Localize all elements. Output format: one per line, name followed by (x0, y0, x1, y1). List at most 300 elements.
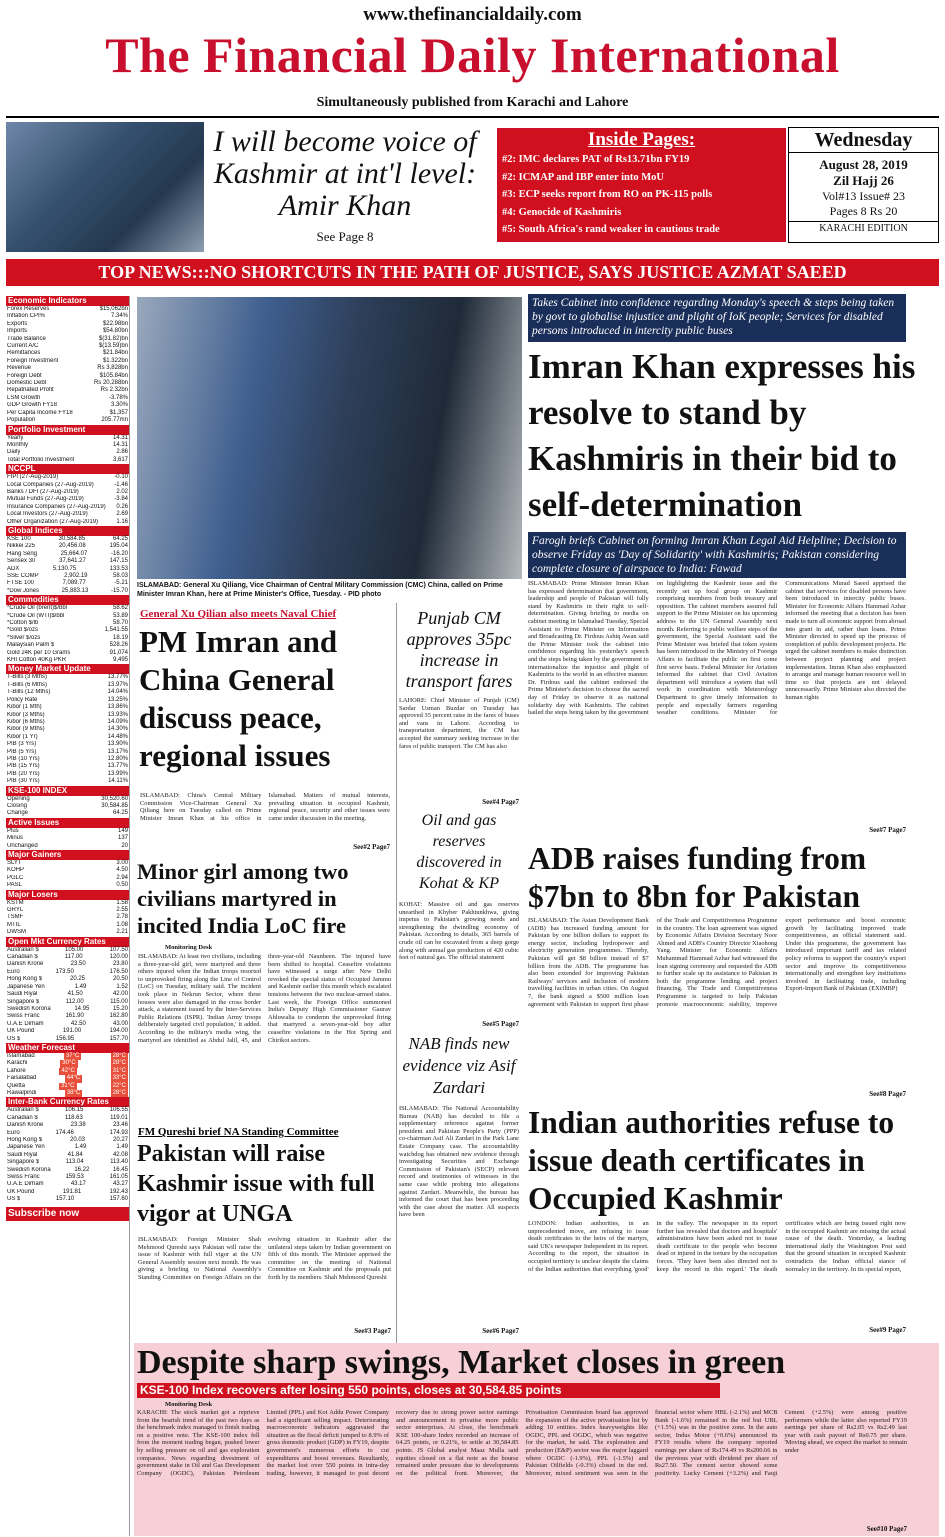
sidebar-row-value: 106.55 (109, 1107, 128, 1114)
sidebar-row-label: *Cotton $/lb (7, 620, 39, 627)
sidebar-row-label: Local Investors (27-Aug-2019) (7, 511, 88, 518)
sidebar-row (6, 306, 129, 313)
sidebar-row (6, 605, 129, 612)
sidebar-row-label: Plus (7, 827, 19, 834)
oil-headline[interactable]: Oil and gas reserves discovered in Kohat & KP (416, 812, 502, 892)
sidebar-row (6, 657, 129, 664)
sidebar-row-label: Hang Seng (7, 550, 38, 557)
sidebar-row-value: 64.25 (112, 810, 128, 817)
sidebar-row-value: 42.08 (112, 1151, 128, 1158)
sidebar-row (6, 1028, 129, 1035)
sidebar-row-label: Remittances (7, 350, 41, 357)
market-subhead: KSE-100 Index recovers after losing 550 points, closes at 30,584.85 points (137, 1383, 720, 1398)
nab-body: ISLAMABAD: The National Accountability Bureau (NAB) has decided to file a supplementary reference against former president and Pakistan People's Party (PPP) co-chairman Asif Ali Zardari in the Park Lane Estate Company case. The accountability watchdog has obtained new evidence through investigating Securities and Exchange Commission of Pakistan's (SECP) relevant record and testimonies of witnesses in the same case while probing into allegations against Zardari. Meanwhile, the bureau has informed the court that has been proceeding with the case about the matter. All suspects have been (399, 1105, 519, 1219)
sidebar-section-title: Weather Forecast (6, 1043, 129, 1053)
sidebar-row-label: UK Pound (7, 1188, 35, 1195)
top-quote-headline[interactable]: I will become voice of Kashmir at int'l level: Amir Khan (213, 125, 477, 222)
sidebar-row-label: Foreign Investment (7, 357, 59, 364)
sidebar-row-value: 25,883.13 (61, 587, 89, 594)
sidebar-row-value: 176.50 (109, 968, 128, 975)
sidebar-row (6, 635, 129, 642)
sidebar-section-money (6, 664, 129, 785)
sidebar-row-value: 42.50 (70, 1020, 86, 1027)
sidebar-row-value: 43.00 (112, 1020, 128, 1027)
inside-pages-number: #2: (502, 154, 519, 165)
sidebar-row-value: 12.80% (107, 755, 128, 762)
adb-headline[interactable]: ADB raises funding from $7bn to 8bn for Pakistan (528, 841, 867, 914)
sidebar-row-value: $54.80bn (102, 328, 128, 335)
sidebar-row-label: Kibor (6 Mths) (7, 718, 45, 725)
sidebar-row-value: 1,541.55 (104, 627, 128, 634)
sidebar-row (6, 719, 129, 726)
sidebar-section-gainers (6, 850, 129, 890)
issue-hijri: Zil Hajj 26 (833, 173, 894, 188)
sidebar-row-value: 14.95 (74, 1005, 90, 1012)
sidebar-row-value: 147.15 (109, 558, 128, 565)
sidebar-row (6, 358, 129, 365)
sidebar-row-label: SSE COMP (7, 573, 39, 579)
sidebar-row-value: 107.50 (109, 946, 128, 953)
sidebar-row-value: 115.00 (110, 998, 128, 1005)
sidebar-row (6, 1122, 129, 1129)
sidebar-row-value: 4.50 (116, 867, 128, 874)
sidebar-row-label: Singapore $ (7, 998, 40, 1005)
sidebar-row (6, 969, 129, 976)
sidebar-row (6, 402, 129, 409)
sidebar-row-value: 2.55 (116, 907, 128, 914)
sidebar-row-value: 0.26 (116, 503, 128, 510)
sidebar-row (6, 343, 129, 350)
sidebar-row-value: 159.53 (65, 1174, 84, 1181)
sidebar-row (6, 313, 129, 320)
sidebar-row (6, 613, 129, 620)
sidebar-row-value: 91,074 (109, 649, 128, 656)
sidebar-row-label: Danish Krone (7, 1122, 44, 1129)
sidebar-row-label: SLYT (7, 860, 22, 866)
sidebar-row-label: Swedish Korona (7, 1005, 51, 1012)
sidebar-row-value: 14.04% (107, 689, 128, 696)
subscribe-button[interactable]: Subscribe now (6, 1207, 129, 1221)
inside-pages-text: IMC declares PAT of Rs13.71bn FY19 (518, 154, 690, 165)
sidebar-row-label: Imports (7, 328, 28, 335)
sidebar-row-label: Per Capita Income FY18 (7, 409, 73, 416)
sidebar-row-label: Rawalpindi (7, 1089, 37, 1096)
sidebar-section-portfolio (6, 425, 129, 465)
sidebar-row-value: 162.80 (109, 1013, 128, 1020)
sidebar-row-value: 23.46 (112, 1122, 128, 1129)
sidebar-row (6, 321, 129, 328)
sidebar-row-label: Danish Krone (7, 961, 44, 968)
sidebar-row (6, 489, 129, 496)
adb-see[interactable]: See#8 Page7 (869, 1090, 906, 1098)
sidebar-row (6, 835, 129, 842)
sidebar-row-label: KOHP (7, 867, 25, 874)
sidebar-row-label: Forex Reserves (7, 306, 50, 312)
unga-kicker: FM Qureshi brief NA Standing Committee (138, 1126, 339, 1138)
market-sidebar (6, 296, 130, 1536)
sidebar-row (6, 435, 129, 442)
sidebar-row-label: T-Bills (3 Mths) (7, 674, 48, 681)
sidebar-row-value: 1.16 (116, 518, 128, 525)
sidebar-row-label: Closing (7, 802, 28, 809)
inside-pages-text: South Africa's rand weaker in cautious trade (518, 224, 720, 236)
oil-see[interactable]: See#5 Page7 (482, 1020, 519, 1028)
sidebar-row (6, 519, 129, 526)
sidebar-row-value: 43.27 (112, 1181, 128, 1188)
sidebar-row (6, 442, 129, 449)
sidebar-row-label: PIB (15 Yrs) (7, 763, 40, 770)
sidebar-row-value: 174.93 (109, 1129, 128, 1136)
sidebar-row (6, 907, 129, 914)
sidebar-row (6, 558, 129, 565)
sidebar-row (6, 387, 129, 394)
sidebar-row-value: -3.84 (114, 496, 128, 503)
inside-pages-box (497, 128, 786, 242)
sidebar-row-value: -15.70 (110, 587, 128, 594)
sidebar-row-label: U.A.E Dirham (7, 1181, 44, 1188)
sidebar-row (6, 496, 129, 503)
sidebar-row (6, 449, 129, 456)
sidebar-row-value: 20.50 (112, 976, 128, 983)
sidebar-row (6, 336, 129, 343)
amir-khan-photo (6, 122, 204, 252)
issue-vol: Vol#13 Issue# 23 (821, 189, 906, 203)
sidebar-row (6, 642, 129, 649)
sidebar-row-value: 192.43 (109, 1188, 128, 1195)
china-see[interactable]: See#2 Page7 (353, 843, 390, 851)
sidebar-row-label: Euro (7, 968, 20, 975)
sidebar-row (6, 674, 129, 681)
sidebar-row-label: PIB (3 Yrs) (7, 741, 37, 748)
sidebar-row (6, 882, 129, 889)
sidebar-row-value: 157.60 (109, 1196, 128, 1203)
sidebar-row-label: Insurance Companies (27-Aug-2019) (7, 503, 106, 510)
sidebar-row-value: 3.30% (110, 402, 128, 409)
sidebar-row-label: *Silver $/ozs (7, 634, 41, 641)
sidebar-row-label: FIPI (27-Aug-2019) (7, 474, 59, 481)
sidebar-row-label: US $ (7, 1035, 21, 1042)
sidebar-row-value: 53.89 (112, 612, 128, 619)
sidebar-row (6, 689, 129, 696)
sidebar-row-label: Change (7, 810, 29, 817)
loc-headline[interactable]: Minor girl among two civilians martyred in incited India LoC fire (137, 859, 349, 938)
issue-edition: KARACHI EDITION (819, 223, 908, 234)
sidebar-row-label: Current A/C (7, 343, 39, 350)
sidebar-row (6, 900, 129, 907)
sidebar-row-label: Saudi Riyal (7, 1151, 38, 1158)
sidebar-row (6, 712, 129, 719)
sidebar-section-title: Money Market Update (6, 664, 129, 674)
sidebar-row (6, 954, 129, 961)
sidebar-row (6, 1053, 129, 1060)
lead-see[interactable]: See#7 Page7 (869, 826, 906, 834)
inside-pages-item[interactable] (498, 169, 785, 187)
sidebar-row-value: $(31.82)bn (98, 335, 128, 342)
sidebar-row-label: Hong Kong $ (7, 976, 43, 983)
sidebar-row-value: 2.86 (116, 449, 128, 456)
loc-byline: Monitoring Desk (165, 944, 213, 951)
sidebar-row-value: Rs 3,828bn (97, 365, 128, 372)
sidebar-row-value: 161.90 (65, 1013, 84, 1020)
top-news-banner[interactable]: TOP NEWS:::NO SHORTCUTS IN THE PATH OF JUSTICE, SAYS JUSTICE AZMAT SAEED (6, 259, 939, 286)
sidebar-row (6, 778, 129, 785)
inside-pages-number: #4: (502, 206, 519, 218)
sidebar-row-label: Domestic Debt (7, 380, 47, 387)
sidebar-section-title: Major Gainers (6, 850, 129, 860)
sidebar-row-value: 2,902.19 (64, 573, 88, 579)
sidebar-row-label: Lahore (7, 1067, 26, 1074)
sidebar-row-value: 1.49 (74, 983, 87, 990)
sidebar-row-value: $(13.59)bn (98, 343, 128, 350)
sidebar-row-value: 58.62 (112, 605, 128, 612)
sidebar-section-title: Global Indices (6, 526, 129, 536)
sidebar-row-value: 41.50 (67, 991, 83, 998)
sidebar-row-label: *Dow Jones (7, 587, 40, 594)
lead-headline[interactable]: Imran Khan expresses his resolve to stand by Kashmiris in their bid to self-determination (528, 347, 916, 524)
sidebar-row (6, 474, 129, 481)
market-headline[interactable]: Despite sharp swings, Market closes in green (137, 1344, 786, 1381)
sidebar-row-value: 13.99% (107, 770, 128, 777)
death-headline[interactable]: Indian authorities refuse to issue death certificates in Occupied Kashmir (528, 1105, 895, 1216)
sidebar-row-value: 157.70 (109, 1035, 128, 1042)
sidebar-row-value: 117.00 (64, 954, 83, 961)
inside-pages-item[interactable] (498, 221, 785, 239)
sidebar-row-label: Islamabad (7, 1052, 35, 1059)
sidebar-row-value: $1,357 (109, 409, 128, 416)
punjab-body: LAHORE: Chief Minister of Punjab (CM) Sardar Usman Buzdar on Tuesday has approved 35 percent raise in the fares of buses and vans in Lahore. According to transportation department, the CM has accepted the summary seeking increase in the fares of public transport. The CM has also (399, 697, 519, 750)
sidebar-row-label: Unchanged (7, 842, 38, 849)
unga-headline[interactable]: Pakistan will raise Kashmir issue with full vigor at UNGA (137, 1141, 375, 1227)
nab-see[interactable]: See#6 Page7 (482, 1327, 519, 1335)
sidebar-row (6, 365, 129, 372)
sidebar-section-title: Portfolio Investment (6, 425, 129, 435)
sidebar-row-label: KHI Cotton 40Kg PKR (7, 657, 67, 664)
sidebar-row-label: Malaysian Palm $ (7, 642, 55, 649)
sidebar-row (6, 763, 129, 770)
sidebar-row (6, 922, 129, 929)
sidebar-section-commodities (6, 595, 129, 664)
sidebar-row-label: Policy Rate (7, 696, 38, 703)
sidebar-row-value: 23.80 (112, 961, 128, 968)
sidebar-row (6, 756, 129, 763)
sidebar-row-label: Monthly (7, 441, 29, 448)
sidebar-row-value: 18.19 (112, 634, 128, 641)
sidebar-row (6, 410, 129, 417)
sidebar-row-label: PIB (10 Yrs) (7, 755, 40, 762)
sidebar-row-value: 14.31 (112, 441, 128, 448)
main-photo (137, 297, 522, 579)
sidebar-row-label: Kibor (9 Mths) (7, 726, 45, 733)
sidebar-row-value: $21.84bn (102, 350, 128, 357)
sidebar-row-value: 37,641.27 (59, 558, 86, 565)
sidebar-row-label: KSE 100 (7, 535, 31, 542)
sidebar-row-value: -3.78% (108, 394, 128, 401)
sidebar-row-value: 20,456.08 (58, 543, 86, 550)
sidebar-row-label: Hong Kong $ (7, 1137, 43, 1143)
sidebar-row-value: 20.27 (112, 1137, 128, 1143)
sidebar-row (6, 580, 129, 587)
sidebar-row-value: 41.84 (67, 1151, 83, 1158)
sidebar-row (6, 860, 129, 867)
sidebar-row-value: 7,089.77 (62, 580, 86, 587)
sidebar-row (6, 947, 129, 954)
sidebar-row (6, 810, 129, 817)
sidebar-row-label: ADX (7, 565, 20, 572)
sidebar-section-open_rates (6, 937, 129, 1043)
sidebar-row-label: Minus (7, 835, 24, 842)
sidebar-row (6, 1006, 129, 1013)
sidebar-row-label: LSM Growth (7, 394, 41, 401)
nab-headline[interactable]: NAB finds new evidence viz Asif Zardari (402, 1034, 516, 1097)
sidebar-row (6, 627, 129, 634)
sidebar-row-value: 3.00 (116, 860, 128, 866)
sidebar-row-value: 16.22 (74, 1166, 90, 1173)
sidebar-row-label: Canadian $ (7, 954, 38, 961)
sidebar-row-value: 25,664.07 (60, 550, 88, 557)
sidebar-row-value: 7.34% (110, 313, 128, 320)
sidebar-row-value: 23.38 (70, 1122, 86, 1129)
sidebar-row-label: Euro (7, 1129, 20, 1136)
sidebar-row (6, 749, 129, 756)
sidebar-row (6, 843, 129, 850)
china-headline[interactable]: PM Imran and China General discuss peace, regional issues (139, 624, 338, 773)
sidebar-row (6, 482, 129, 489)
sidebar-row-label: Quetta (7, 1082, 26, 1089)
sidebar-row-value: 1.52 (116, 983, 128, 990)
sidebar-row (6, 682, 129, 689)
masthead-title: The Financial Daily International (105, 27, 840, 83)
sidebar-section-losers (6, 890, 129, 937)
loc-body: ISLAMABAD: At least two civilians, including a three-year-old girl, were martyred and three others injured when the Indian troops resorted to unprovoked firing along the Line of Control (LoC) on Tuesday, military said. The incident took place in Nekrun Sector, where three houses were also damaged in the cross border attack, a statement issued by the Inter-Services Public Relations (ISPR). 'Indian Army troops deliberately targeted civil population,' it added. According to the military's media wing, the martyred are identified as Abdul Jalil, 45, and three-year-old Naunbeen. The injured have been shifted to hospital. Ceasefire violations have witnessed a surge after New Delhi revoked the special status of Occupied Jammu and Kashmir earlier this month which escalated tensions between the two nuclear-armed states. Last week, the Foreign Office summoned India's Deputy High Commissioner Gaurav Ahluwalia to condemn the unprovoked firing that martyred a seven-year-old boy after ceasefire violations in the Hot Spring and Chirikot sectors. (138, 953, 391, 1044)
sidebar-row-value: 28°C (112, 1089, 126, 1096)
sidebar-row-value: 14.09% (107, 718, 128, 725)
sidebar-row-label: Japanese Yen (7, 983, 45, 990)
lead-body: ISLAMABAD: Prime Minister Imran Khan has expressed determination that government, leadership and people of Pakistan will fully stand by Kashmiris in their right to self-determination. Giving briefing to media on cabinet meeting in Islamabad Tuesday, Special Assistant to Prime Minister on Information and Broadcasting Dr. Firdous Ashiq Awan said the Prime Minister took the cabinet into confidence regarding his yesterday's speech and the steps being taken by the government to internationalize the injustice and plight of Kashmiris to the world in an effective manner. Dr. Firdous said the cabinet endorsed the Prime Minister's decision to choose the sacred day of Friday to observe it as national solidarity day with Kashmiris. The cabinet hailed the steps being taken by the government on highlighting the Kashmir issue and the recently set up focal group on Kashmir comprising members from both treasury and opposition. The cabinet members assured full support to the Prime Minister on his upcoming address to the UN General Assembly next month. Referring to public welfare steps of the government, the Special Assistant said the Prime Minister was briefed that token system has been introduced in the Ministry of Foreign Affairs to facilitate the public on first come first serve basis. Federal Minister for Aviation informed the cabinet that Civil Aviation department will introduce a system that will work in coordination with Meteorology Department to give timely information to people and especially farmers regarding weather conditions. Minister for Communications Murad Saeed apprised the cabinet that services for disabled persons have been introduced in intercity public buses. Minister for Economic Affairs Hammad Azhar informed the meeting that a decision has been made to turn all economic support from abroad into grant in aid, rather than loans. Prime Minister directed to speed up the process of completion of public development projects. He urged the cabinet members to make distinction between project planning and project implementation. Imran Khan also emphasized to arrange and manage human resource well in time so that projects are not delayed unnecessarily. Prime Minister also directed the human rights (528, 580, 906, 717)
sidebar-row (6, 771, 129, 778)
sidebar-row-value: 113.04 (65, 1159, 84, 1166)
sidebar-row-value: 13.86% (107, 704, 128, 711)
inside-pages-number: #2: (502, 171, 519, 183)
sidebar-row-label: PGLC (7, 874, 24, 881)
market-see[interactable]: See#10 Page7 (866, 1525, 907, 1533)
sidebar-row-value: 9,495 (112, 657, 128, 664)
punjab-headline[interactable]: Punjab CM approves 35pc increase in transport fares (405, 608, 513, 691)
unga-body: ISLAMABAD: Foreign Minister Shah Mehmood Qureshi says Pakistan will raise the issue of Kashmir with full vigor at the UN General Assembly session next month. He was giving a briefing to National Assembly's Standing Committee on Foreign Affairs on the evolving situation in Kashmir after the unilateral steps taken by Indian government on fifth of this month. The Minister apprised the committee on the meeting of National Committee on Kashmir and the proposals put forth by its members. Shah Mehmood Qureshi (138, 1236, 391, 1281)
sidebar-row (6, 984, 129, 991)
sidebar-row-label: Total Portfolio Investment (7, 456, 75, 463)
sidebar-row-label: Swedish Korona (7, 1166, 51, 1173)
sidebar-row (6, 1152, 129, 1159)
sidebar-section-title: Inter-Bank Currency Rates (6, 1097, 129, 1107)
sidebar-row-value: 13.77% (107, 763, 128, 770)
sidebar-row-value: 14.31 (112, 434, 128, 441)
sidebar-row-value: 16.45 (112, 1166, 128, 1173)
sidebar-row-value: 28°C (112, 1060, 126, 1067)
death-see[interactable]: See#9 Page7 (869, 1326, 906, 1334)
sidebar-row (6, 566, 129, 573)
sidebar-row-value: 30,584.85 (58, 535, 86, 542)
sidebar-row-value: 37°C (65, 1052, 80, 1059)
sidebar-row-label: Kibor (1 Yr) (7, 733, 38, 740)
sidebar-row (6, 1075, 129, 1082)
sidebar-row-label: *Crude Oil (WTI)$/bbl (7, 612, 65, 619)
sidebar-row-value: 30,520.60 (101, 795, 128, 802)
sidebar-row-value: 191.81 (62, 1188, 82, 1195)
sidebar-row-label: Foreign Debt (7, 372, 42, 379)
sidebar-row-label: PIB (20 Yrs) (7, 770, 40, 777)
sidebar-row-label: Yearly (7, 434, 24, 441)
sidebar-row (6, 1013, 129, 1020)
sidebar-section-active (6, 818, 129, 850)
sidebar-row-label: Other Organization (27-Aug-2019) (7, 518, 99, 525)
sidebar-row-value: 28°C (112, 1052, 126, 1059)
masthead-rule (6, 116, 939, 118)
sidebar-row-value: -1.46 (114, 481, 128, 488)
sidebar-row-value: 112.00 (65, 998, 84, 1005)
inside-pages-item[interactable] (498, 186, 785, 204)
sidebar-row-value: 105.00 (64, 946, 84, 953)
issue-date: August 28, 2019 (819, 157, 908, 172)
sidebar-row (6, 511, 129, 518)
masthead-url[interactable]: www.thefinancialdaily.com (363, 4, 582, 25)
sidebar-row-value: 13.93% (107, 711, 128, 718)
sidebar-row (6, 543, 129, 550)
sidebar-row-value: 2.21 (116, 929, 128, 936)
adb-body: ISLAMABAD: The Asian Development Bank (ADB) has increased funding amount for Pakistan by one billion dollars to support its energy sector, including hydropower and electricity generation programmes. Thereby, Pakistan will get $8 billion instead of $7 billion from the ADB. The programme has also been extended for improving Pakistan Railways' services and inclusion of modern travelling facilities in urban cities. On August 7, the bank signed a $500 million loan agreement with Pakistan to support first phase of the Trade and Competitiveness Programme in the country. The loan agreement was signed by Economic Affairs Division Secretary Noor Ahmed and ADB's Country Director Xiaohong Yang. Minister for Economic Affairs Muhammad Hammad Azhar had witnessed the loan signing ceremony and requested the ADB to further scale up its assistance to Pakistan in both the programme lending and project financing. The Trade and Competitiveness Programme is targeted to help Pakistan promote macroeconomic stability, improve export performance and boost economic growth by facilitating improved trade competitiveness, an official statement said. Under this programme, the government has introduced important tariff and tax related policy reforms to support the country's export sector and improve its competitiveness internationally and strengthen key institutions involved in facilitating trade, including Export-Import Bank of Pakistan (EXIMBP) (528, 917, 906, 1008)
sidebar-row-value: 13.25% (107, 696, 128, 703)
sidebar-row (6, 1167, 129, 1174)
sidebar-row-value: -16.20 (110, 550, 128, 557)
sidebar-row (6, 573, 129, 580)
sidebar-row (6, 1115, 129, 1122)
sidebar-row-value: 13.97% (107, 681, 128, 688)
sidebar-row-label: Singapore $ (7, 1159, 40, 1166)
sidebar-section-interbank (6, 1097, 129, 1203)
sidebar-section-title: Major Losers (6, 890, 129, 900)
date-box (788, 127, 939, 243)
sidebar-row-value: 20.25 (70, 976, 86, 983)
sidebar-row-value: 137 (117, 835, 128, 842)
sidebar-row-value: 31°C (112, 1067, 126, 1074)
sidebar-row (6, 395, 129, 402)
sidebar-row (6, 1189, 129, 1196)
lead-deck: Takes Cabinet into confidence regarding Monday's speech & steps being taken by govt to globalise injustice and plight of IoK people; Services for disabled persons introduced in intercity public buses (528, 294, 906, 342)
oil-body: KOHAT: Massive oil and gas reserves unearthed in Khyber Pakhtunkhwa, giving impetus to Pakistan's growing needs and strengthening the dwindling economy of Pakistan. According to details, 365 barrels of crude oil can be excavated from a deep gorge along with annual gas production of 420 cubic feet of natural gas. The official statement (399, 901, 519, 962)
sidebar-row-value: 173.50 (55, 968, 74, 975)
sidebar-row-value: 1.58 (116, 899, 128, 906)
sidebar-row-label: DWSM (7, 929, 26, 936)
sidebar-section-kse (6, 786, 129, 818)
sidebar-row-value: 113.40 (110, 1159, 128, 1166)
sidebar-row-value: 157.10 (55, 1196, 75, 1203)
sidebar-row-value: Rs 2.32bn (100, 387, 128, 394)
sidebar-row (6, 828, 129, 835)
inside-pages-text: Genocide of Kashmiris (518, 206, 622, 218)
punjab-see[interactable]: See#4 Page7 (482, 798, 519, 806)
sidebar-row (6, 1174, 129, 1181)
inside-pages-item[interactable] (498, 204, 785, 222)
sidebar-row-value: 1.49 (74, 1144, 87, 1151)
inside-pages-item[interactable] (498, 151, 785, 169)
sidebar-row-value: 2.94 (116, 874, 128, 881)
lead-deck-2: Farogh briefs Cabinet on forming Imran Khan Legal Aid Helpline; Decision to observe Friday as 'Day of Solidarity' with Kashmiris; Pakistan considering complete closure of airspace to India: Fawad (528, 532, 906, 578)
sidebar-row-value: $1.322bn (102, 357, 128, 364)
sidebar-row-value: 14.11% (108, 778, 128, 785)
sidebar-row (6, 961, 129, 968)
sidebar-row-value: 14.30% (107, 726, 128, 733)
sidebar-row (6, 1083, 129, 1090)
unga-see[interactable]: See#3 Page7 (354, 1327, 391, 1335)
